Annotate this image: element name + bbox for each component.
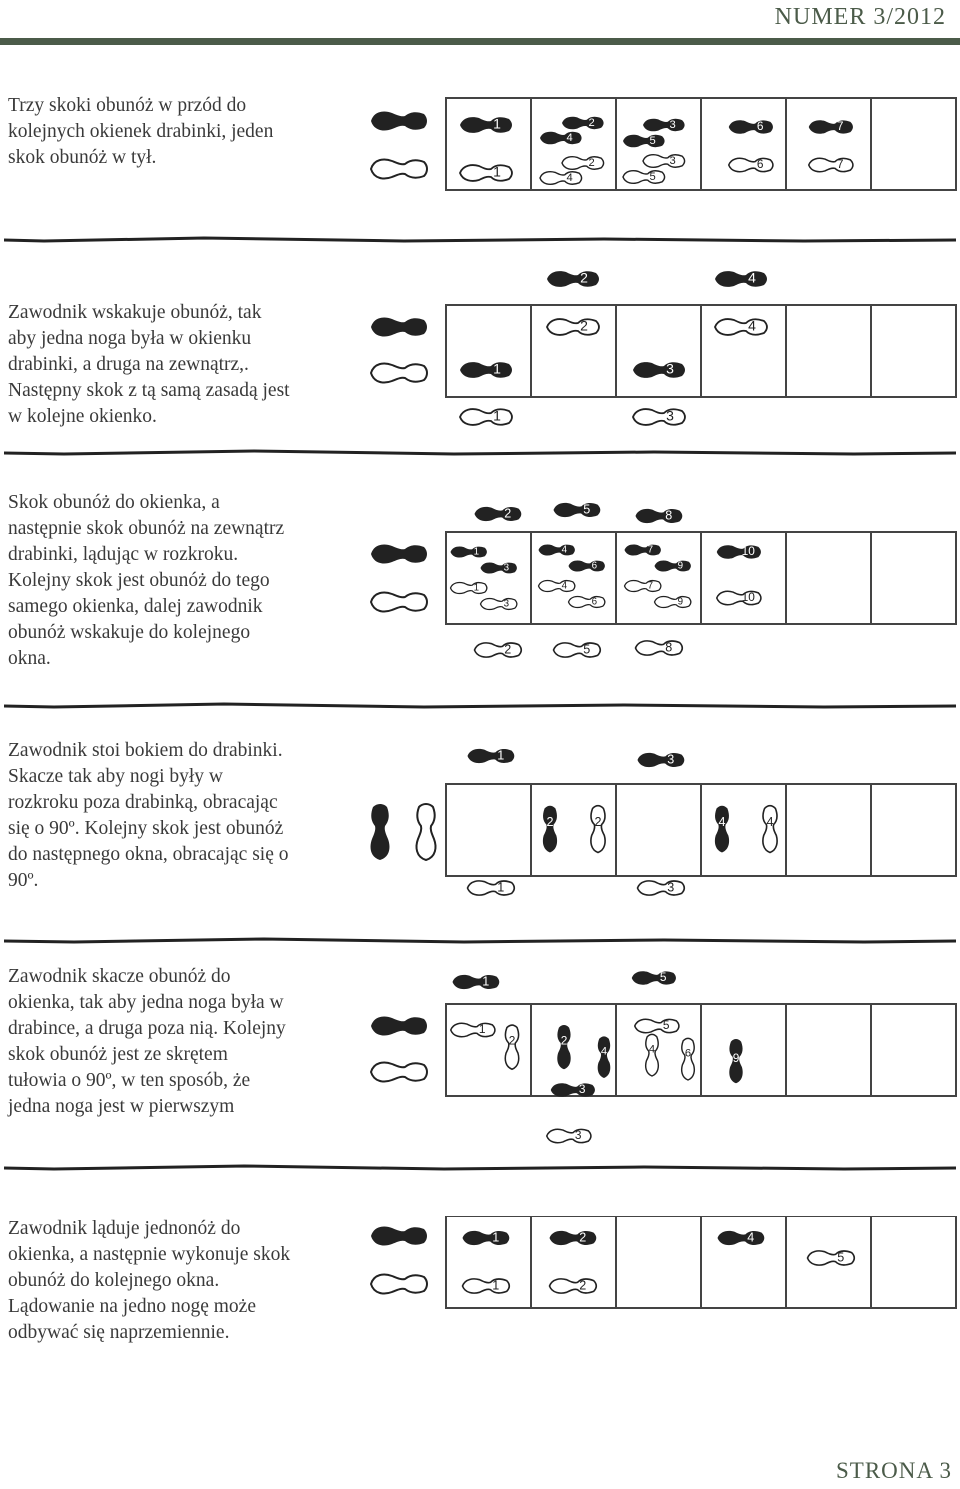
footprint xyxy=(547,1128,591,1143)
exercise-section-3 xyxy=(0,490,960,670)
footprint xyxy=(539,580,575,591)
footprint xyxy=(371,1017,427,1036)
issue-number: NUMER 3/2012 xyxy=(774,4,946,30)
footprint xyxy=(371,1227,427,1246)
footprint-number: 1 xyxy=(497,880,505,895)
ladder xyxy=(446,1004,956,1096)
footprint-number: 4 xyxy=(600,1045,608,1058)
footprint-number: 7 xyxy=(647,544,654,556)
section-divider xyxy=(4,236,956,244)
exercise-section-2 xyxy=(0,269,960,440)
footprint-number: 7 xyxy=(647,580,654,592)
footprint xyxy=(451,546,487,557)
footprint xyxy=(729,157,773,172)
footprint-number: 6 xyxy=(756,157,764,172)
footprint xyxy=(569,560,605,571)
footprint-number: 1 xyxy=(493,163,501,180)
section-divider xyxy=(4,1164,956,1172)
footprint xyxy=(636,640,683,655)
footprint-number: 3 xyxy=(667,880,675,895)
start-feet xyxy=(371,112,427,179)
ladder xyxy=(446,1216,956,1308)
ladder-diagram-2 xyxy=(360,265,960,435)
footprint xyxy=(554,642,601,657)
footprint xyxy=(371,160,427,179)
footprint xyxy=(468,748,515,763)
footprint-number: 2 xyxy=(579,1230,587,1245)
section-divider xyxy=(4,449,956,457)
footprint xyxy=(598,1036,611,1078)
footprint xyxy=(463,1230,510,1245)
exercise-description: Zawodnik ląduje jednonóż do okienka, a następnie wykonuje skok obunóż do kolejnego okna. Lądowanie na jedno nogę może odbywać się naprzemiennie. xyxy=(8,1218,291,1343)
footprint-number: 2 xyxy=(579,1278,587,1293)
footprint xyxy=(460,164,512,181)
footprint-group xyxy=(460,116,853,185)
ladder-diagram-5 xyxy=(360,964,960,1154)
exercise-description: Zawodnik wskakuje obunóż, tak aby jedna noga była w okienku drabinki, a druga na zewnątrz,. Następny skok z tą samą zasadą jest w kolejne okienko. xyxy=(8,302,290,427)
footprint-group xyxy=(460,270,767,425)
footprint xyxy=(809,119,853,134)
exercise-description: Trzy skoki obunóż w przód do kolejnych okienek drabinki, jeden skok obunóż w tył. xyxy=(8,95,274,168)
footprint xyxy=(717,590,761,605)
footprint-number: 1 xyxy=(473,582,480,594)
footprint xyxy=(632,970,676,985)
footprint-number: 1 xyxy=(493,360,501,377)
footprint-number: 2 xyxy=(508,1033,516,1048)
footprint xyxy=(625,544,661,555)
footprint-number: 3 xyxy=(669,154,676,167)
footprint xyxy=(557,1025,570,1069)
footprint-number: 4 xyxy=(748,317,756,334)
footprint xyxy=(633,408,685,425)
exercise-section-6 xyxy=(0,1216,960,1356)
footprint-number: 3 xyxy=(503,598,510,610)
footprint-number: 5 xyxy=(583,502,591,517)
footprint xyxy=(643,119,685,132)
footprint-number: 1 xyxy=(473,546,480,558)
footprint-number: 2 xyxy=(580,269,588,286)
footprint-number: 5 xyxy=(583,642,591,657)
footprint-number: 3 xyxy=(503,562,510,574)
footprint-number: 5 xyxy=(659,970,667,985)
footprint xyxy=(715,270,767,287)
exercise-section-4 xyxy=(0,738,960,908)
footprint xyxy=(543,806,557,853)
footprint xyxy=(569,596,605,607)
footprint-number: 3 xyxy=(574,1128,582,1143)
footprint xyxy=(371,1275,427,1294)
footprint-number: 2 xyxy=(560,1033,568,1048)
footprint-number: 3 xyxy=(667,752,675,767)
ladder-diagram-4 xyxy=(360,748,960,923)
footprint-group xyxy=(468,748,778,895)
footprint xyxy=(715,318,767,335)
footprint xyxy=(371,364,427,383)
footprint-number: 8 xyxy=(665,640,673,655)
footprint-number: 3 xyxy=(669,118,676,131)
footprint-number: 6 xyxy=(684,1047,692,1060)
section-divider xyxy=(4,937,956,945)
footprint xyxy=(729,1039,742,1083)
footprint xyxy=(717,544,761,559)
footprint-number: 1 xyxy=(482,974,490,989)
ladder xyxy=(446,98,956,190)
footprint-number: 2 xyxy=(504,506,512,521)
footprint-number: 4 xyxy=(718,815,726,830)
footprint-number: 4 xyxy=(561,544,568,556)
footprint xyxy=(643,155,685,168)
ladder-diagram-3 xyxy=(360,490,960,675)
footprint xyxy=(371,1063,427,1082)
footprint xyxy=(809,157,853,172)
footprint xyxy=(547,270,599,287)
footprint xyxy=(451,582,487,593)
footprint xyxy=(633,361,685,378)
footprint xyxy=(475,642,522,657)
footprint-number: 7 xyxy=(836,119,844,134)
exercise-section-1 xyxy=(0,93,960,233)
footprint-number: 2 xyxy=(588,156,595,169)
footprint-number: 1 xyxy=(493,407,501,424)
footprint xyxy=(682,1038,695,1080)
ladder-diagram-1 xyxy=(360,93,960,223)
footprint-number: 1 xyxy=(492,1230,500,1245)
footprint xyxy=(460,408,512,425)
section-divider xyxy=(4,702,956,710)
footprint xyxy=(460,116,512,133)
footprint xyxy=(550,1278,597,1293)
footprint xyxy=(554,502,601,517)
footprint xyxy=(371,804,390,860)
footprint-number: 6 xyxy=(756,119,764,134)
footprint xyxy=(638,880,685,895)
footprint-number: 3 xyxy=(666,360,674,377)
footprint-number: 5 xyxy=(649,134,656,147)
footprint xyxy=(623,171,665,184)
footprint-number: 8 xyxy=(665,508,673,523)
ladder xyxy=(446,784,956,876)
footprint xyxy=(646,1034,659,1076)
footprint-number: 1 xyxy=(493,115,501,132)
footprint-number: 9 xyxy=(677,560,684,572)
footprint-number: 4 xyxy=(566,171,573,184)
footprint xyxy=(562,117,604,130)
footprint xyxy=(551,1082,595,1097)
exercise-description: Zawodnik skacze obunóż do okienka, tak aby jedna noga była w drabince, a druga poza nią. Kolejny skok obunóż jest ze skrętem tułowia o 90º, w ten sposób, że jedna noga jest w pierwszym xyxy=(8,966,286,1117)
footprint-number: 4 xyxy=(747,1230,755,1245)
footprint xyxy=(475,506,522,521)
footprint xyxy=(540,132,582,145)
footprint-number: 9 xyxy=(677,596,684,608)
footprint xyxy=(540,172,582,185)
footprint xyxy=(562,157,604,170)
footprint xyxy=(715,806,729,853)
footprint xyxy=(481,562,517,573)
footprint-number: 1 xyxy=(492,1278,500,1293)
footprint-number: 2 xyxy=(588,116,595,129)
footprint xyxy=(718,1230,765,1245)
footprint-number: 4 xyxy=(648,1043,656,1056)
footprint xyxy=(371,318,427,337)
footprint xyxy=(371,112,427,131)
footprint-number: 6 xyxy=(591,560,598,572)
exercise-description: Zawodnik stoi bokiem do drabinki. Skacze tak aby nogi były w rozkroku poza drabinką, obracając się o 90º. Kolejny skok jest obunóż do następnego okna, obracając się o 90º. xyxy=(8,740,289,891)
ladder xyxy=(446,532,956,624)
footprint-number: 5 xyxy=(662,1018,670,1033)
footprint-number: 3 xyxy=(578,1082,586,1097)
footprint-number: 4 xyxy=(566,131,573,144)
footprint xyxy=(417,804,436,860)
footprint xyxy=(638,752,685,767)
ladder xyxy=(446,305,956,397)
footprint xyxy=(451,1022,495,1037)
footprint-number: 2 xyxy=(580,317,588,334)
footprint xyxy=(460,361,512,378)
footprint-number: 1 xyxy=(497,748,505,763)
footprint xyxy=(636,508,683,523)
footprint xyxy=(729,119,773,134)
footprint-number: 4 xyxy=(561,580,568,592)
footprint xyxy=(468,880,515,895)
footprint-number: 2 xyxy=(504,642,512,657)
footprint xyxy=(505,1025,518,1069)
ladder-diagram-6 xyxy=(360,1216,960,1326)
footprint xyxy=(547,318,599,335)
footprint xyxy=(808,1250,855,1265)
footprint xyxy=(625,580,661,591)
footprint-number: 5 xyxy=(649,170,656,183)
footprint-group xyxy=(451,502,761,657)
exercise-section-5 xyxy=(0,964,960,1154)
footprint xyxy=(635,1018,679,1033)
footprint-number: 9 xyxy=(732,1050,740,1065)
footprint-number: 2 xyxy=(594,815,602,830)
footprint-number: 7 xyxy=(836,157,844,172)
footprint xyxy=(539,544,575,555)
footprint xyxy=(655,560,691,571)
footprint xyxy=(655,596,691,607)
footprint-number: 2 xyxy=(546,815,554,830)
footprint-number: 4 xyxy=(766,815,774,830)
footprint-number: 4 xyxy=(748,269,756,286)
page-header xyxy=(0,0,960,48)
footprint-number: 3 xyxy=(666,407,674,424)
footprint-number: 10 xyxy=(741,544,755,559)
footprint-number: 1 xyxy=(478,1022,486,1037)
footprint xyxy=(481,598,517,609)
footprint-number: 10 xyxy=(741,590,755,605)
footprint xyxy=(550,1230,597,1245)
footprint xyxy=(371,593,427,612)
footprint-group xyxy=(463,1230,855,1293)
footprint xyxy=(623,135,665,148)
footprint xyxy=(371,545,427,564)
footprint xyxy=(453,974,500,989)
footprint xyxy=(463,1278,510,1293)
footprint xyxy=(763,806,777,853)
exercise-description: Skok obunóż do okienka, a następnie skok obunóż na zewnątrz drabinki, lądując w rozkroku. Kolejny skok jest obunóż do tego samego okienka, dalej zawodnik obunóż wskakuje do kolejnego okna. xyxy=(8,492,285,669)
footprint xyxy=(591,806,605,853)
header-bar xyxy=(0,38,960,45)
footprint-group xyxy=(451,970,743,1143)
footprint-number: 5 xyxy=(837,1250,845,1265)
page-number: STRONA 3 xyxy=(836,1458,952,1483)
footprint-number: 6 xyxy=(591,596,598,608)
